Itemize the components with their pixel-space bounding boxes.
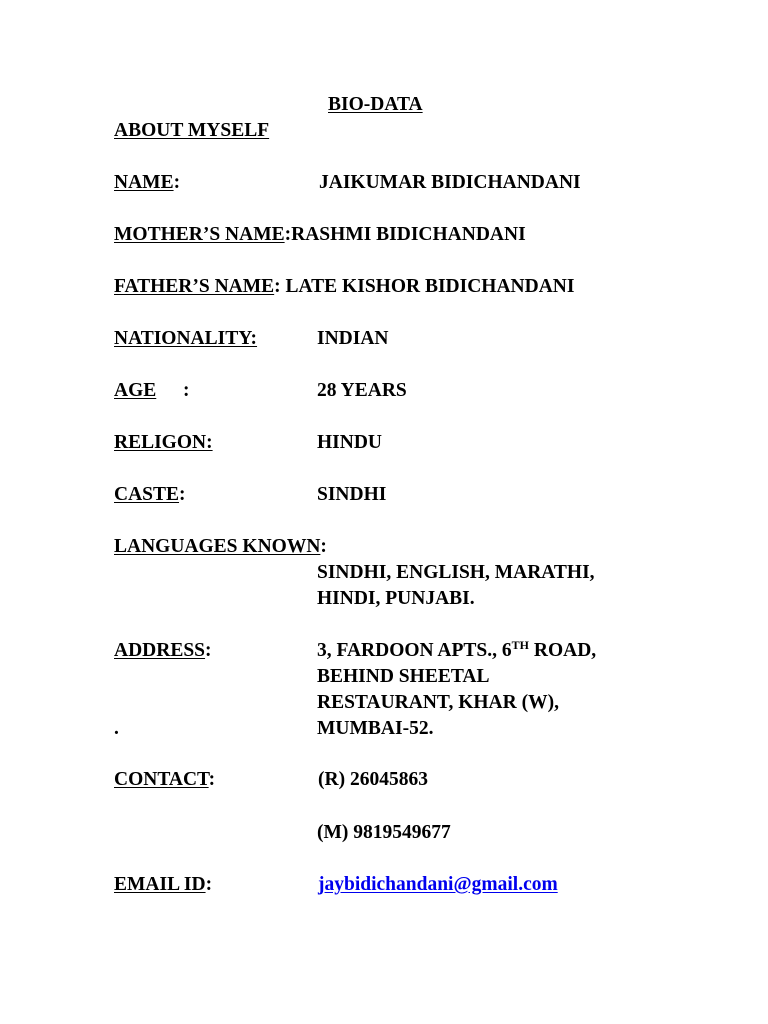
email-link[interactable]: jaybidichandani@gmail.com [318,874,558,895]
address-line-1-end: ROAD, [529,640,597,661]
languages-line-1: SINDHI, ENGLISH, MARATHI, [317,562,595,583]
document-title: BIO-DATA [328,94,423,115]
address-line-2: BEHIND SHEETAL [317,666,490,687]
stray-dot: . [114,718,119,739]
caste-label-row [114,483,186,507]
email-label: EMAIL ID [114,874,206,895]
section-heading: ABOUT MYSELF [114,120,270,141]
contact-sep: : [208,769,216,790]
contact-mobile: (M) 9819549677 [317,822,451,843]
age-sep: : [183,380,190,401]
address-line-3: RESTAURANT, KHAR (W), [317,692,559,713]
contact-label-row [114,768,215,792]
nationality-value: INDIAN [317,328,389,349]
religion-label: RELIGON: [114,432,213,453]
name-label: NAME [114,172,174,193]
mother-sep: : [284,224,292,245]
father-label: FATHER’S NAME [114,276,275,297]
email-sep: : [205,874,213,895]
languages-label: LANGUAGES KNOWN [114,536,321,557]
email-label-row [114,873,212,897]
age-label: AGE [114,380,157,401]
languages-sep: : [320,536,327,557]
languages-label-row [114,535,327,559]
father-value: LATE KISHOR BIDICHANDANI [285,276,575,297]
father-sep: : [274,276,286,297]
mother-row [114,223,526,247]
address-sep: : [205,640,212,661]
mother-label: MOTHER’S NAME [114,224,285,245]
name-value: JAIKUMAR BIDICHANDANI [319,172,581,193]
name-label-row [114,171,180,195]
name-sep: : [173,172,181,193]
address-line-4: MUMBAI-52. [317,718,434,739]
address-label: ADDRESS [114,640,206,661]
caste-label: CASTE [114,484,180,505]
caste-sep: : [179,484,186,505]
address-line-1 [317,639,596,663]
religion-value: HINDU [317,432,383,453]
father-row [114,275,574,299]
languages-line-2: HINDI, PUNJABI. [317,588,475,609]
caste-value: SINDHI [317,484,387,505]
nationality-label: NATIONALITY: [114,328,258,349]
address-ordinal-suffix: TH [511,638,529,652]
contact-residence: (R) 26045863 [318,769,428,790]
mother-value: RASHMI BIDICHANDANI [291,224,526,245]
address-line-1-text: 3, FARDOON APTS., 6 [317,640,512,661]
address-label-row [114,639,212,663]
contact-label: CONTACT [114,769,209,790]
age-value: 28 YEARS [317,380,407,401]
